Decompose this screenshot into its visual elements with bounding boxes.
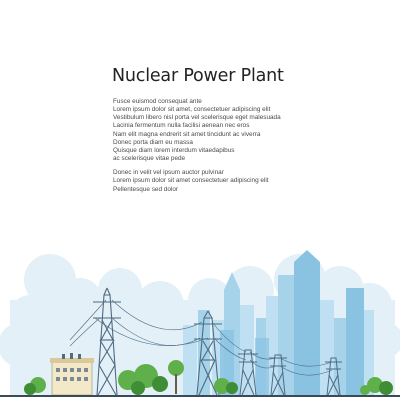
page-title: Nuclear Power Plant [112,66,284,86]
power-plant-icon [50,353,94,395]
text-line: Fusce euismod consequat ante [113,98,202,105]
text-line: Nam elit magna endrerit sit amet tincidunt ac viverra [113,130,261,138]
text-line: Lacinia fermentum nulla facilisi aenean nec eros [113,122,250,130]
paragraph-2 [113,169,313,193]
text-line: Lorem ipsum dolor sit amet consectetuer adipiscing elit [113,177,269,185]
text-line: Quisque diam lorem interdum vitaedapibus [113,146,235,154]
paragraph-1 [113,98,313,163]
text-line: Lorem ipsum dolor sit amet, consectetuer adipiscing elit [113,106,271,114]
text-line: Vestibulum libero nisl porta vel scelerisque eget malesuada [113,114,281,122]
text-line: ac scelerisque vitae pede [113,155,186,163]
body-text [113,98,313,200]
ground-line [0,395,400,397]
text-line: Donec porta diam eu massa [113,138,193,146]
text-line: Pellentesque sed dolor [113,185,179,193]
text-line: Donec in velit vel ipsum auctor pulvinar [113,169,224,177]
